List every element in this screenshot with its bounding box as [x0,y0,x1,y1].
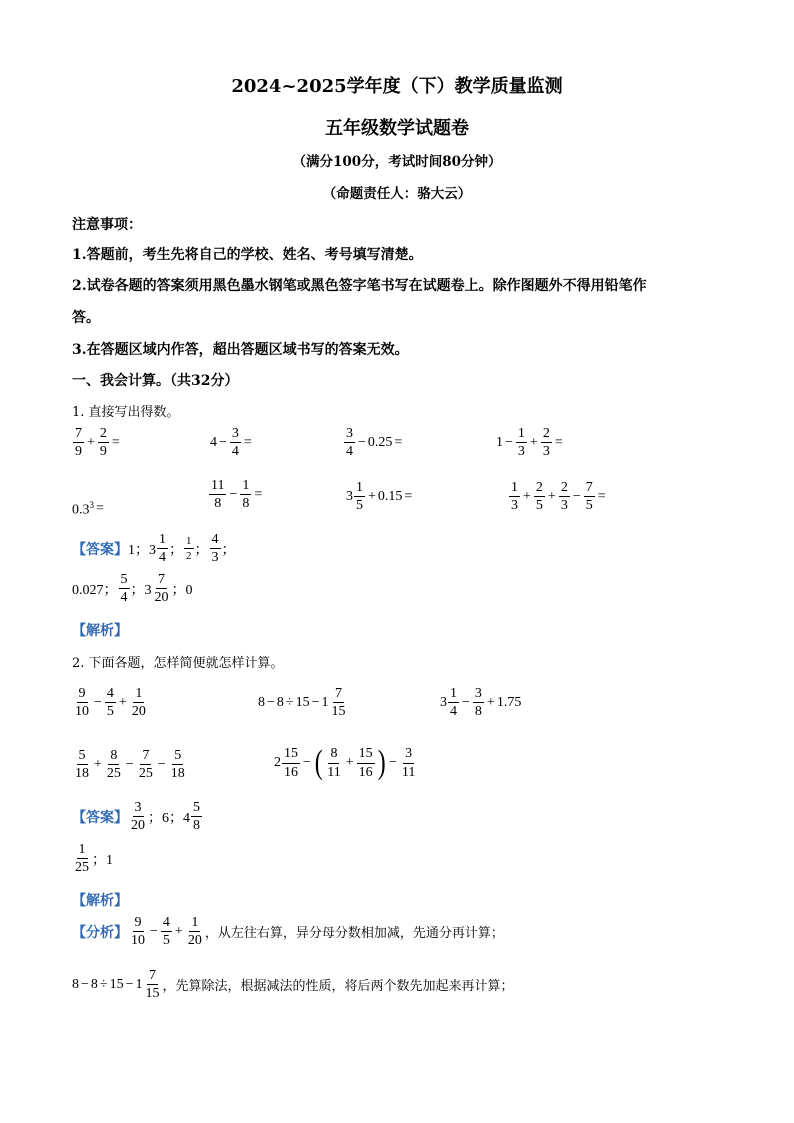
q2-answer-line-2: $\frac{1}{25}$ ；1 [75,842,113,876]
author-line: （命题责任人：骆大云） [322,186,472,202]
q1-expr-3: $\frac{3}{4}$ − 0.25 = [346,426,403,460]
q2-prompt: 2. 下面各题，怎样简便就怎样计算。 [72,656,284,671]
q2-analysis-tag: 【解析】 [72,893,128,909]
q2-expr-3: 3 $\frac{1}{4}$ − $\frac{3}{8}$ + 1.75 [440,686,522,720]
answer-text: 0.027； [72,582,118,598]
answer-tag: 【答案】 [72,810,128,826]
q2-answer-line-1: 【答案】 $\frac{3}{20}$ ；6；4 $\frac{5}{8}$ [72,800,200,834]
q1-answer-line-2: 0.027； $\frac{5}{4}$ ；3 $\frac{7}{20}$ ；0 [72,572,193,606]
answer-text: 1；3 [128,542,156,558]
page-subtitle: 五年级数学试题卷 [325,118,469,139]
q1-analysis-tag: 【解析】 [72,623,128,639]
q1-prompt: 1. 直接写出得数。 [72,405,180,420]
q1-expr-7: 3 $\frac{1}{5}$ + 0.15 = [346,480,413,514]
note-1: 1.答题前，考生先将自己的学校、姓名、考号填写清楚。 [72,247,423,263]
page-title: 2024~2025学年度（下）教学质量监测 [231,76,563,97]
answer-tag: 【答案】 [72,542,128,558]
q2-expr-4: $\frac{5}{18}$ + $\frac{8}{25}$ − $\frac{7}{25}$ − $\frac{5}{18}$ [75,748,185,782]
q1-expr-8: $\frac{1}{3}$ + $\frac{2}{5}$ + $\frac{2}{3}$ − $\frac{7}{5}$ = [511,480,606,514]
note-2: 2.试卷各题的答案须用黑色墨水钢笔或黑色签字笔书写在试题卷上。除作图题外不得用铅笔作 [72,278,647,294]
exam-info: （满分100分，考试时间80分钟） [292,154,502,170]
q1-expr-4: 1 − $\frac{1}{3}$ + $\frac{2}{3}$ = [496,426,563,460]
q2-expr-2: 8 − 8 ÷ 15 − 1 $\frac{7}{15}$ [258,686,346,720]
fenxi-tag: 【分析】 [72,925,128,941]
q2-fenxi-line-2: 8 − 8 ÷ 15 − 1 $\frac{7}{15}$ ，先算除法，根据减法的性质，将后两个数先加起来再计算； [72,968,514,1002]
notes-heading: 注意事项： [72,217,142,233]
note-2-cont: 答。 [72,310,100,326]
q2-expr-5: 2 $\frac{15}{16}$ − ( $\frac{8}{11}$ + $\frac{15}{16}$ ) − $\frac{3}{11}$ [274,744,416,781]
q2-expr-1: $\frac{9}{10}$ − $\frac{4}{5}$ + $\frac{1}{20}$ [75,686,146,720]
section-heading: 一、我会计算。（共32分） [72,373,239,389]
q2-fenxi-line-1: 【分析】 $\frac{9}{10}$ − $\frac{4}{5}$ + $\frac{1}{20}$ ，从左往右算，异分母分数相加减，先通分再计算； [72,915,504,949]
answer-text: ；6；4 [148,810,190,826]
note-3: 3.在答题区域内作答，超出答题区域书写的答案无效。 [72,342,409,358]
answer-text: ；1 [92,852,113,868]
q1-expr-6: $\frac{11}{8}$ − $\frac{1}{8}$ = [211,478,263,512]
fenxi-text: ，从左往右算，异分母分数相加减，先通分再计算； [204,925,504,941]
q1-answer-line-1: 【答案】 1；3 $\frac{1}{4}$ ； $\frac{1}{2}$ ； $\frac{4}{3}$ ； [72,532,236,566]
fenxi-text: ，先算除法，根据减法的性质，将后两个数先加起来再计算； [162,978,514,994]
q1-expr-1: $\frac{7}{9}$ + $\frac{2}{9}$ = [75,426,120,460]
q1-expr-5: $0.3^3$ = [72,500,104,518]
q1-expr-2: 4 − $\frac{3}{4}$ = [210,426,252,460]
